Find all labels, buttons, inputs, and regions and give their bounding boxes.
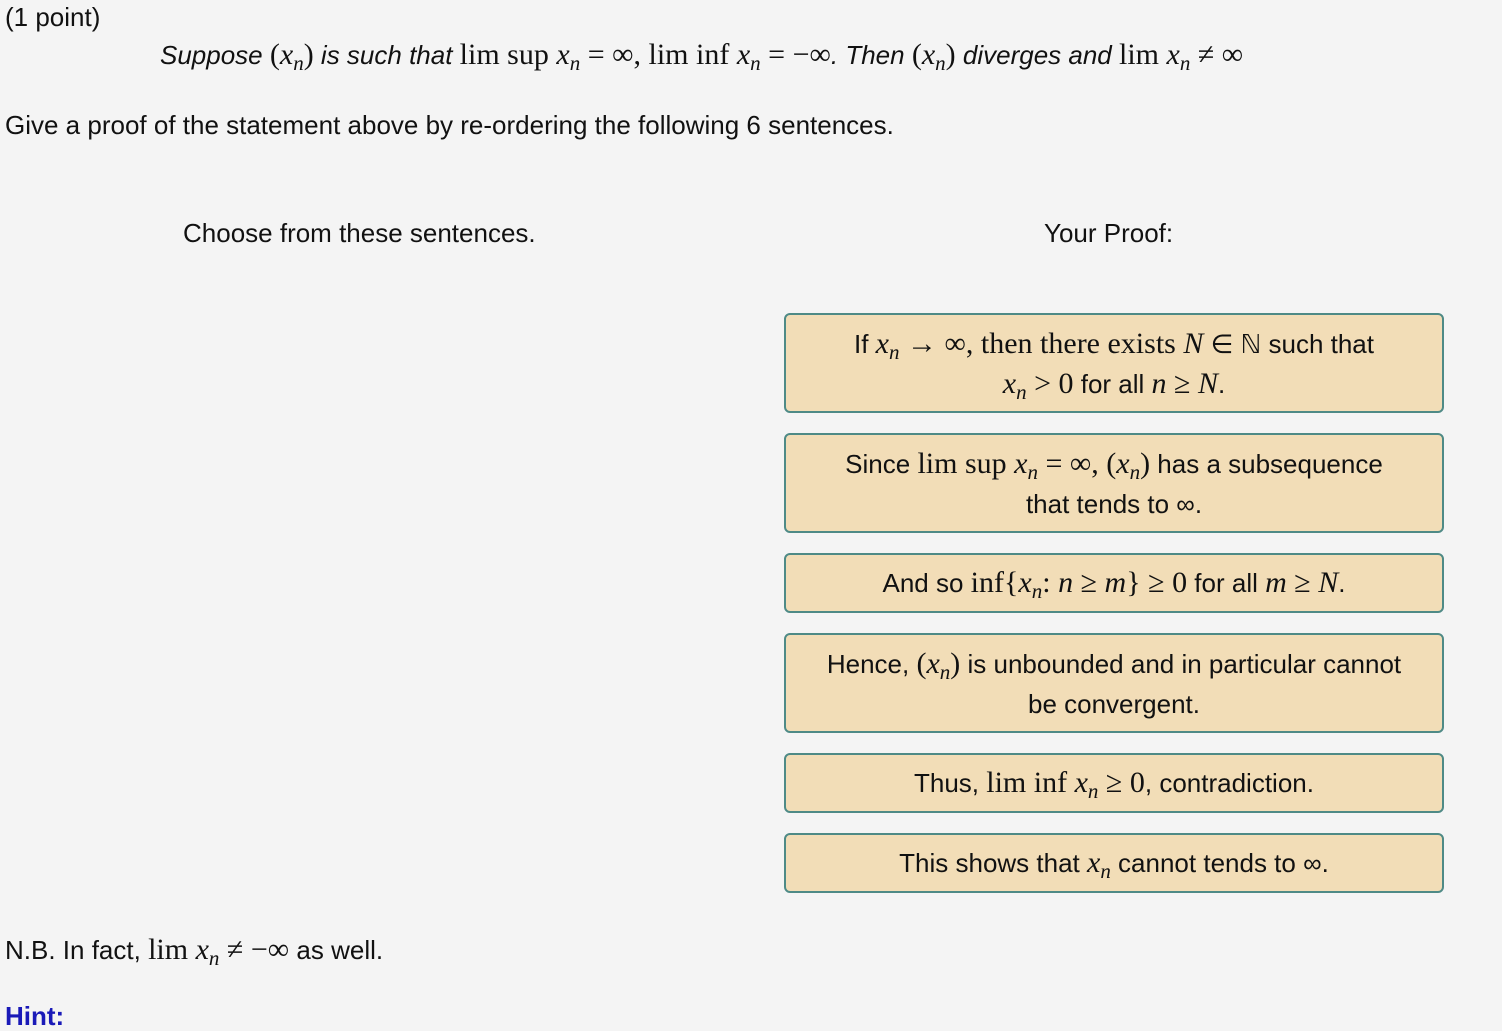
instructions: Give a proof of the statement above by re-ordering the following 6 sentences.	[5, 110, 894, 140]
proof-card-1[interactable]: If $x_n$ → ∞, then there exists N ∈ ℕ such that $x_n > 0$ for all n ≥ N.	[784, 313, 1444, 413]
proof-card-2[interactable]: Since lim sup $x_n$ = ∞, $(x_n)$ has a subsequence that tends to ∞.	[784, 433, 1444, 533]
hint-link[interactable]: Hint:	[5, 1001, 65, 1031]
proof-sentence-list[interactable]	[784, 313, 1444, 913]
points-label: (1 point)	[5, 2, 101, 32]
source-sentence-list[interactable]	[0, 300, 760, 900]
nb-note: N.B. In fact, $\lim x_n$ ≠ −∞ as well.	[5, 933, 384, 970]
proof-list-heading: Your Proof:	[1044, 218, 1174, 248]
proof-card-5[interactable]: Thus, lim inf $x_n \ge 0$, contradiction.	[784, 753, 1444, 813]
source-list-heading: Choose from these sentences.	[183, 218, 536, 248]
proof-card-4[interactable]: Hence, $(x_n)$ is unbounded and in particular cannot be convergent.	[784, 633, 1444, 733]
problem-statement: Suppose $(x_n)$ is such that lim sup $x_n$ = ∞, lim inf $x_n$ = −∞. Then $(x_n)$ diverges and $\lim x_n$ ≠ ∞	[160, 38, 1244, 75]
proof-card-6[interactable]: This shows that $x_n$ cannot tends to ∞.	[784, 833, 1444, 893]
proof-card-3[interactable]: And so $inf\{x_n$: n ≥ m} ≥ 0 for all m ≥ N.	[784, 553, 1444, 613]
